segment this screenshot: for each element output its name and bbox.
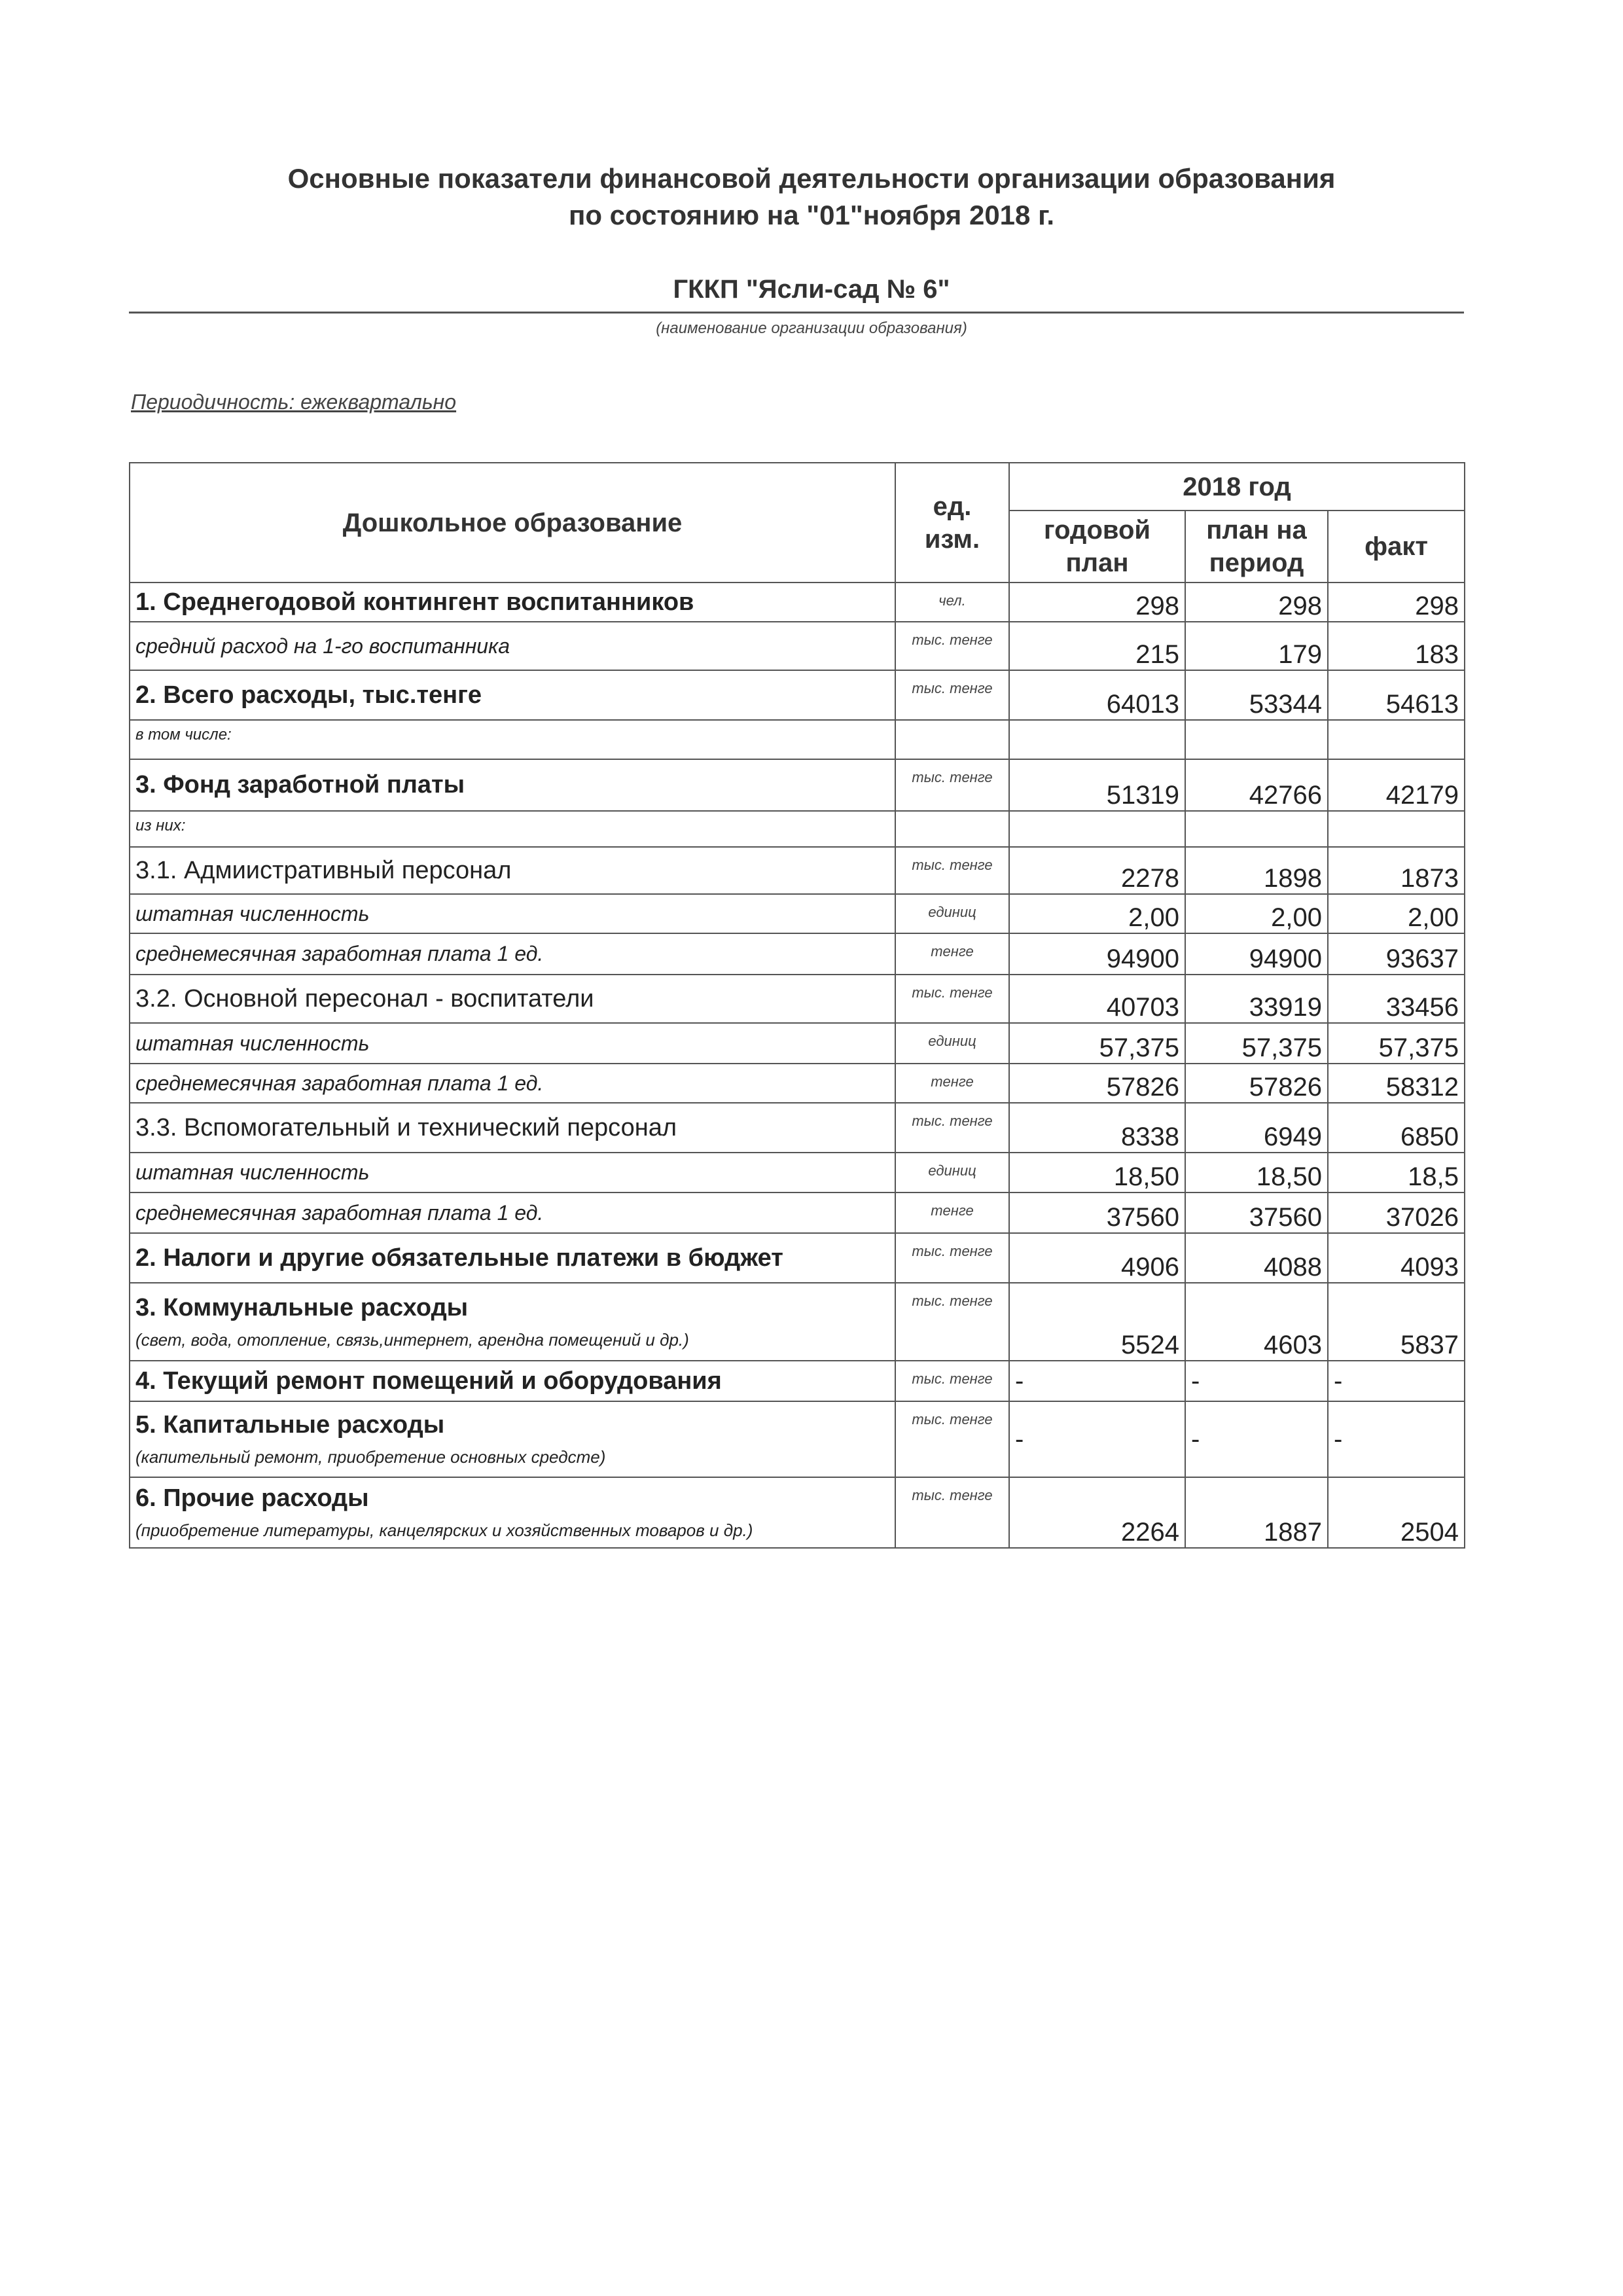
row-unit: тенге	[895, 933, 1009, 975]
value-annual: 2278	[1009, 847, 1185, 894]
row-name-cell	[130, 759, 895, 811]
table-row	[130, 1023, 1465, 1064]
row-label: штатная численность	[135, 1031, 370, 1055]
value-fact: 2504	[1328, 1477, 1465, 1548]
value-fact: 5837	[1328, 1283, 1465, 1361]
value-period: 4088	[1185, 1233, 1328, 1283]
table-row	[130, 1283, 1465, 1361]
value-fact: 37026	[1328, 1193, 1465, 1233]
table-row	[130, 1233, 1465, 1283]
row-unit: тыс. тенге	[895, 1477, 1009, 1548]
row-label: штатная численность	[135, 1160, 370, 1184]
table-row	[130, 1361, 1465, 1401]
value-period: 94900	[1185, 933, 1328, 975]
value-period: -	[1185, 1361, 1328, 1401]
header-unit: ед. изм.	[895, 463, 1009, 583]
value-fact	[1328, 811, 1465, 847]
value-annual: -	[1009, 1361, 1185, 1401]
row-name-cell	[130, 811, 895, 847]
row-label: средний расход на 1-го воспитанника	[135, 634, 510, 658]
row-label: среднемесячная заработная плата 1 ед.	[135, 942, 544, 965]
value-period: 37560	[1185, 1193, 1328, 1233]
row-name-cell	[130, 1233, 895, 1283]
row-label: 3.1. Адмиистративный персонал	[135, 856, 512, 884]
table-row	[130, 1477, 1465, 1548]
row-unit: тыс. тенге	[895, 759, 1009, 811]
table-row	[130, 622, 1465, 670]
value-period	[1185, 720, 1328, 759]
table-row	[130, 894, 1465, 933]
value-annual: 298	[1009, 583, 1185, 622]
row-unit: тыс. тенге	[895, 975, 1009, 1023]
value-annual: 94900	[1009, 933, 1185, 975]
row-name-cell	[130, 670, 895, 720]
title-line-2: по состоянию на "01"ноября 2018 г.	[568, 200, 1055, 230]
value-annual: 215	[1009, 622, 1185, 670]
value-period: 42766	[1185, 759, 1328, 811]
table-row	[130, 759, 1465, 811]
value-annual: 51319	[1009, 759, 1185, 811]
row-unit: тыс. тенге	[895, 622, 1009, 670]
value-annual: 40703	[1009, 975, 1185, 1023]
table-row	[130, 1153, 1465, 1193]
row-unit: единиц	[895, 1153, 1009, 1193]
row-unit	[895, 811, 1009, 847]
value-fact: 298	[1328, 583, 1465, 622]
row-label: в том числе:	[135, 726, 232, 744]
row-unit	[895, 720, 1009, 759]
organization-caption: (наименование организации образования)	[656, 319, 967, 337]
row-label: среднемесячная заработная плата 1 ед.	[135, 1071, 544, 1095]
value-period: 2,00	[1185, 894, 1328, 933]
value-annual: 18,50	[1009, 1153, 1185, 1193]
row-note: (приобретение литературы, канцелярских и хозяйственных товаров и др.)	[135, 1520, 753, 1540]
value-fact	[1328, 720, 1465, 759]
value-fact: -	[1328, 1401, 1465, 1477]
value-period: 57826	[1185, 1064, 1328, 1103]
value-period	[1185, 811, 1328, 847]
row-name-cell	[130, 1361, 895, 1401]
row-unit: тенге	[895, 1064, 1009, 1103]
row-name-cell	[130, 1193, 895, 1233]
row-label: 3.3. Вспомогательный и технический персонал	[135, 1113, 677, 1141]
document-title	[0, 160, 1623, 234]
header-period-plan: план на период	[1185, 511, 1328, 583]
row-unit: тыс. тенге	[895, 1103, 1009, 1153]
value-fact: 33456	[1328, 975, 1465, 1023]
row-unit: тыс. тенге	[895, 1361, 1009, 1401]
value-annual	[1009, 811, 1185, 847]
row-note: (свет, вода, отопление, связь,интернет, арендна помещений и др.)	[135, 1329, 689, 1350]
value-fact: 2,00	[1328, 894, 1465, 933]
row-label: 3. Фонд заработной платы	[135, 771, 465, 798]
value-annual: 57,375	[1009, 1023, 1185, 1064]
organization-underline	[129, 312, 1464, 314]
financial-indicators-table	[129, 462, 1465, 1549]
header-section: Дошкольное образование	[130, 463, 895, 583]
value-period: 33919	[1185, 975, 1328, 1023]
value-annual: 57826	[1009, 1064, 1185, 1103]
value-annual: 8338	[1009, 1103, 1185, 1153]
value-period: 57,375	[1185, 1023, 1328, 1064]
row-label: 1. Среднегодовой контингент воспитанников	[135, 588, 694, 616]
row-name-cell	[130, 975, 895, 1023]
organization-name: ГККП "Ясли-сад № 6"	[673, 275, 950, 304]
title-line-1: Основные показатели финансовой деятельности организации образования	[287, 163, 1336, 194]
row-label: 3.2. Основной пересонал - воспитатели	[135, 984, 594, 1013]
value-annual	[1009, 720, 1185, 759]
value-annual: 5524	[1009, 1283, 1185, 1361]
value-fact: 54613	[1328, 670, 1465, 720]
value-annual: 64013	[1009, 670, 1185, 720]
row-unit: единиц	[895, 894, 1009, 933]
row-name-cell	[130, 894, 895, 933]
value-period: 1898	[1185, 847, 1328, 894]
row-label: штатная численность	[135, 901, 370, 925]
row-unit: тыс. тенге	[895, 670, 1009, 720]
row-unit: тыс. тенге	[895, 1401, 1009, 1477]
value-annual: 4906	[1009, 1233, 1185, 1283]
value-fact: 18,5	[1328, 1153, 1465, 1193]
row-name-cell	[130, 1283, 895, 1361]
table-row	[130, 847, 1465, 894]
value-period: 1887	[1185, 1477, 1328, 1548]
row-label: 4. Текущий ремонт помещений и оборудования	[135, 1367, 722, 1395]
value-fact: 6850	[1328, 1103, 1465, 1153]
value-fact: 183	[1328, 622, 1465, 670]
row-name-cell	[130, 583, 895, 622]
row-name-cell	[130, 622, 895, 670]
row-label: 2. Всего расходы, тыс.тенге	[135, 681, 482, 709]
value-fact: 58312	[1328, 1064, 1465, 1103]
header-year: 2018 год	[1009, 463, 1465, 511]
value-period: 18,50	[1185, 1153, 1328, 1193]
row-unit: чел.	[895, 583, 1009, 622]
value-fact: 1873	[1328, 847, 1465, 894]
row-label: из них:	[135, 817, 186, 834]
row-note: (капительный ремонт, приобретение основных средстe)	[135, 1447, 606, 1467]
row-unit: единиц	[895, 1023, 1009, 1064]
value-annual: 2,00	[1009, 894, 1185, 933]
row-unit: тыс. тенге	[895, 1283, 1009, 1361]
row-name-cell	[130, 1023, 895, 1064]
value-annual: 2264	[1009, 1477, 1185, 1548]
row-name-cell	[130, 1477, 895, 1548]
value-fact: -	[1328, 1361, 1465, 1401]
value-period: 179	[1185, 622, 1328, 670]
table-row	[130, 975, 1465, 1023]
row-name-cell	[130, 1064, 895, 1103]
table-row	[130, 1193, 1465, 1233]
row-label: 3. Коммунальные расходы	[135, 1293, 469, 1321]
row-unit: тыс. тенге	[895, 847, 1009, 894]
table-row	[130, 1064, 1465, 1103]
value-annual: 37560	[1009, 1193, 1185, 1233]
value-period: 6949	[1185, 1103, 1328, 1153]
value-period: 4603	[1185, 1283, 1328, 1361]
row-name-cell	[130, 1153, 895, 1193]
table-row	[130, 1401, 1465, 1477]
value-fact: 57,375	[1328, 1023, 1465, 1064]
header-fact: факт	[1328, 511, 1465, 583]
value-period: 53344	[1185, 670, 1328, 720]
value-period: -	[1185, 1401, 1328, 1477]
periodicity: Периодичность: ежеквартально	[131, 390, 457, 414]
table-row	[130, 670, 1465, 720]
value-fact: 42179	[1328, 759, 1465, 811]
row-name-cell	[130, 847, 895, 894]
row-name-cell	[130, 720, 895, 759]
table-row	[130, 933, 1465, 975]
row-unit: тыс. тенге	[895, 1233, 1009, 1283]
value-period: 298	[1185, 583, 1328, 622]
value-annual: -	[1009, 1401, 1185, 1477]
header-annual-plan: годовой план	[1009, 511, 1185, 583]
row-label: 6. Прочие расходы	[135, 1484, 369, 1512]
row-name-cell	[130, 1401, 895, 1477]
table-row	[130, 720, 1465, 759]
value-fact: 4093	[1328, 1233, 1465, 1283]
row-label: 5. Капитальные расходы	[135, 1411, 445, 1439]
table-row	[130, 1103, 1465, 1153]
row-name-cell	[130, 933, 895, 975]
row-label: среднемесячная заработная плата 1 ед.	[135, 1200, 544, 1225]
table-row	[130, 811, 1465, 847]
value-fact: 93637	[1328, 933, 1465, 975]
row-label: 2. Налоги и другие обязательные платежи в бюджет	[135, 1244, 783, 1272]
table-row	[130, 583, 1465, 622]
row-name-cell	[130, 1103, 895, 1153]
row-unit: тенге	[895, 1193, 1009, 1233]
